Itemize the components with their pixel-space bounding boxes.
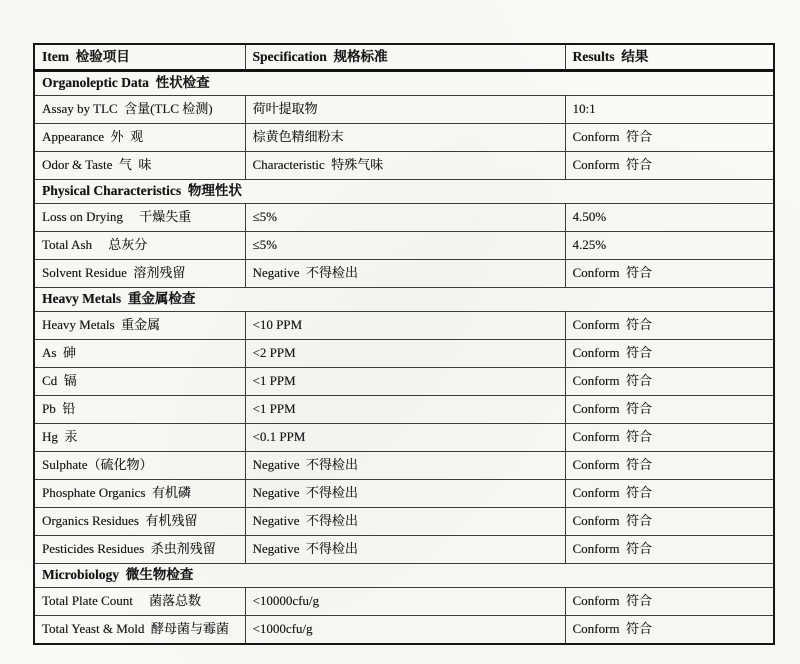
cell-result: Conform 符合 — [565, 260, 774, 288]
cell-item: Cd 镉 — [34, 368, 245, 396]
cell-item: Loss on Drying 干燥失重 — [34, 204, 245, 232]
cell-item: Odor & Taste 气 味 — [34, 152, 245, 180]
cell-result: Conform 符合 — [565, 396, 774, 424]
cell-specification: 荷叶提取物 — [245, 96, 565, 124]
table-row — [34, 232, 774, 260]
section-header-row — [34, 180, 774, 204]
cell-specification: <1 PPM — [245, 396, 565, 424]
table-row — [34, 152, 774, 180]
cell-result: Conform 符合 — [565, 616, 774, 645]
cell-result: Conform 符合 — [565, 536, 774, 564]
cell-item: Organics Residues 有机残留 — [34, 508, 245, 536]
table-row — [34, 368, 774, 396]
section-title: Organoleptic Data 性状检查 — [34, 71, 774, 96]
cell-result: Conform 符合 — [565, 124, 774, 152]
cell-result: 10:1 — [565, 96, 774, 124]
table-row — [34, 424, 774, 452]
cell-specification: <2 PPM — [245, 340, 565, 368]
table-row — [34, 96, 774, 124]
cell-item: Sulphate（硫化物） — [34, 452, 245, 480]
cell-specification: ≤5% — [245, 204, 565, 232]
cell-item: Total Ash 总灰分 — [34, 232, 245, 260]
table-row — [34, 616, 774, 645]
cell-result: Conform 符合 — [565, 312, 774, 340]
table-row — [34, 588, 774, 616]
cell-specification: Negative 不得检出 — [245, 508, 565, 536]
section-title: Heavy Metals 重金属检查 — [34, 288, 774, 312]
table-row — [34, 260, 774, 288]
cell-item: Pb 铅 — [34, 396, 245, 424]
cell-result: Conform 符合 — [565, 152, 774, 180]
table-row — [34, 508, 774, 536]
cell-specification: 棕黄色精细粉末 — [245, 124, 565, 152]
cell-item: Phosphate Organics 有机磷 — [34, 480, 245, 508]
table-header — [34, 44, 774, 71]
table-row — [34, 340, 774, 368]
header-cell-specification: Specification 规格标准 — [245, 44, 565, 71]
cell-result: 4.50% — [565, 204, 774, 232]
section-title: Physical Characteristics 物理性状 — [34, 180, 774, 204]
cell-result: Conform 符合 — [565, 368, 774, 396]
cell-item: Solvent Residue 溶剂残留 — [34, 260, 245, 288]
cell-result: Conform 符合 — [565, 340, 774, 368]
table-row — [34, 536, 774, 564]
table-row — [34, 312, 774, 340]
cell-result: Conform 符合 — [565, 508, 774, 536]
section-title: Microbiology 微生物检查 — [34, 564, 774, 588]
cell-item: Heavy Metals 重金属 — [34, 312, 245, 340]
cell-specification: Negative 不得检出 — [245, 480, 565, 508]
cell-specification: Negative 不得检出 — [245, 260, 565, 288]
cell-specification: <10 PPM — [245, 312, 565, 340]
header-cell-item: Item 检验项目 — [34, 44, 245, 71]
section-header-row — [34, 71, 774, 96]
cell-specification: <1 PPM — [245, 368, 565, 396]
cell-item: Total Plate Count 菌落总数 — [34, 588, 245, 616]
table-row — [34, 204, 774, 232]
cell-result: 4.25% — [565, 232, 774, 260]
cell-specification: Characteristic 特殊气味 — [245, 152, 565, 180]
cell-specification: <0.1 PPM — [245, 424, 565, 452]
cell-specification: <1000cfu/g — [245, 616, 565, 645]
cell-result: Conform 符合 — [565, 480, 774, 508]
cell-result: Conform 符合 — [565, 424, 774, 452]
cell-item: Pesticides Residues 杀虫剂残留 — [34, 536, 245, 564]
cell-result: Conform 符合 — [565, 452, 774, 480]
header-cell-results: Results 结果 — [565, 44, 774, 71]
table-row — [34, 124, 774, 152]
cell-specification: Negative 不得检出 — [245, 452, 565, 480]
cell-item: Appearance 外 观 — [34, 124, 245, 152]
section-header-row — [34, 288, 774, 312]
cell-item: Hg 汞 — [34, 424, 245, 452]
cell-item: Assay by TLC 含量(TLC 检测) — [34, 96, 245, 124]
cell-specification: <10000cfu/g — [245, 588, 565, 616]
table-header-row — [34, 44, 774, 71]
cell-item: As 砷 — [34, 340, 245, 368]
cell-result: Conform 符合 — [565, 588, 774, 616]
cell-specification: Negative 不得检出 — [245, 536, 565, 564]
table-row — [34, 480, 774, 508]
table-row — [34, 452, 774, 480]
coa-table — [33, 43, 775, 645]
section-header-row — [34, 564, 774, 588]
cell-specification: ≤5% — [245, 232, 565, 260]
coa-table-body — [34, 71, 774, 645]
table-row — [34, 396, 774, 424]
cell-item: Total Yeast & Mold 酵母菌与霉菌 — [34, 616, 245, 645]
